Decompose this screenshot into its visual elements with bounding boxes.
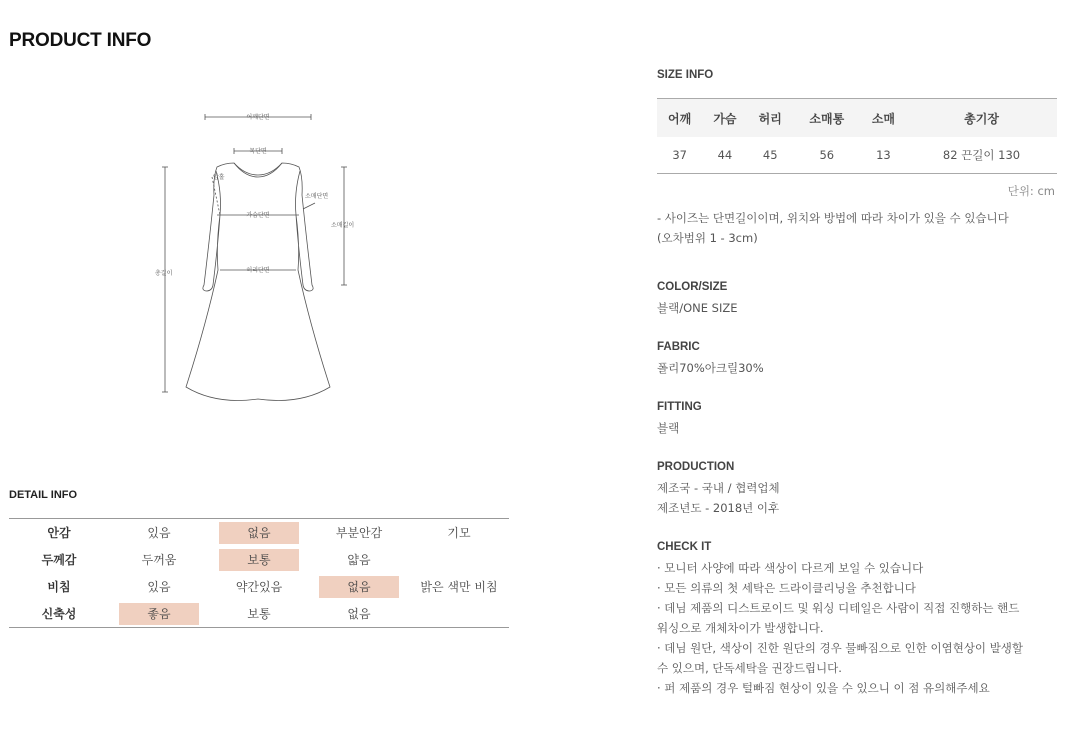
detail-row xyxy=(9,519,509,547)
size-unit: 단위: cm xyxy=(1007,184,1055,198)
sleeve-width-label: 소매단면 xyxy=(305,193,329,200)
detail-option: 밝은 색만 비침 xyxy=(420,579,498,594)
fabric-heading: FABRIC xyxy=(657,341,700,353)
detail-option-cell xyxy=(409,600,509,628)
detail-option xyxy=(419,547,499,569)
neck-label: 목단면 xyxy=(249,148,267,155)
sleeve-length-label: 소매길이 xyxy=(331,222,355,229)
detail-row xyxy=(9,546,509,573)
detail-row-label: 신축성 xyxy=(41,607,77,621)
fitting-heading: FITTING xyxy=(657,401,702,413)
detail-option-cell xyxy=(209,546,309,573)
check-line: · 퍼 제품의 경우 털빠짐 현상이 있을 수 있으니 이 점 유의해주세요 xyxy=(657,681,990,695)
size-header-cell: 허리 xyxy=(748,99,793,138)
size-value-cell: 13 xyxy=(876,148,891,162)
detail-option-cell xyxy=(109,573,209,600)
size-info-heading: SIZE INFO xyxy=(657,69,714,81)
color-size-value: 블랙/ONE SIZE xyxy=(657,301,738,315)
detail-row-label: 비침 xyxy=(47,580,71,594)
production-line2: 제조년도 - 2018년 이후 xyxy=(657,501,780,515)
detail-option-cell xyxy=(409,546,509,573)
detail-option-cell xyxy=(209,573,309,600)
detail-option: 두꺼움 xyxy=(141,552,177,567)
size-value-cell: 56 xyxy=(819,148,835,162)
detail-option: 있음 xyxy=(147,579,171,594)
detail-option: 부분안감 xyxy=(335,525,383,540)
production-line1: 제조국 - 국내 / 협력업체 xyxy=(657,481,780,495)
dress-measurement-diagram xyxy=(150,105,360,410)
page-title: PRODUCT INFO xyxy=(9,30,152,51)
size-value-cell: 45 xyxy=(762,148,778,162)
size-header-cell: 어깨 xyxy=(657,99,702,138)
check-line: · 모든 의류의 첫 세탁은 드라이클리닝을 추천합니다 xyxy=(657,581,916,595)
fitting-value: 블랙 xyxy=(657,421,680,435)
detail-option xyxy=(419,601,499,623)
size-value-cell: 37 xyxy=(672,148,687,162)
detail-option-cell xyxy=(309,546,409,573)
shoulder-label: 어깨단면 xyxy=(246,114,270,121)
waist-label: 허리단면 xyxy=(246,267,270,274)
check-line: · 데님 원단, 색상이 진한 원단의 경우 물빠짐으로 인한 이염현상이 발생할 xyxy=(657,641,1024,655)
total-length-label: 총길이 xyxy=(155,270,173,277)
detail-row xyxy=(9,573,509,600)
detail-info-table xyxy=(9,518,509,628)
detail-option-selected: 없음 xyxy=(319,576,399,598)
check-it-heading: CHECK IT xyxy=(657,541,712,553)
detail-option: 보통 xyxy=(247,606,271,621)
detail-option: 기모 xyxy=(447,525,471,540)
size-value-cell: 82 끈길이 130 xyxy=(942,148,1021,162)
detail-option-cell xyxy=(309,519,409,547)
detail-option-cell xyxy=(209,519,309,547)
detail-option: 없음 xyxy=(347,606,371,621)
detail-option-selected: 좋음 xyxy=(119,603,199,625)
size-header-cell: 소매 xyxy=(861,99,906,138)
detail-option-cell xyxy=(209,600,309,628)
size-header-cell: 총기장 xyxy=(906,99,1057,138)
detail-option: 있음 xyxy=(147,525,171,540)
color-size-heading: COLOR/SIZE xyxy=(657,281,728,293)
detail-option-cell xyxy=(109,600,209,628)
size-header-cell: 가슴 xyxy=(702,99,747,138)
detail-info-heading: DETAIL INFO xyxy=(9,489,78,501)
size-value-cell: 44 xyxy=(717,148,733,162)
detail-option-cell xyxy=(409,573,509,600)
size-table xyxy=(657,98,1057,174)
size-note-line2: (오차범위 1 - 3cm) xyxy=(657,231,758,245)
detail-row-label: 안감 xyxy=(47,526,71,540)
size-note-line1: - 사이즈는 단면길이이며, 위치와 방법에 따라 차이가 있을 수 있습니다 xyxy=(657,211,1009,225)
fabric-value: 폴리70%아크릴30% xyxy=(657,361,764,375)
detail-option: 얇음 xyxy=(347,552,371,567)
size-header-cell: 소매통 xyxy=(793,99,861,138)
check-line: 워싱으로 개체차이가 발생합니다. xyxy=(657,621,824,635)
armhole-label: 암홀 xyxy=(213,174,225,181)
detail-option-selected: 보통 xyxy=(219,549,299,571)
detail-row xyxy=(9,600,509,628)
chest-label: 가슴단면 xyxy=(246,212,270,219)
check-line: · 모니터 사양에 따라 색상이 다르게 보일 수 있습니다 xyxy=(657,561,924,575)
detail-option-cell xyxy=(109,546,209,573)
detail-option-selected: 없음 xyxy=(219,522,299,544)
detail-option: 약간있음 xyxy=(235,579,283,594)
production-heading: PRODUCTION xyxy=(657,461,735,473)
detail-option-cell xyxy=(409,519,509,547)
detail-option-cell xyxy=(309,573,409,600)
detail-option-cell xyxy=(109,519,209,547)
check-line: · 데님 제품의 디스트로이드 및 워싱 디테일은 사람이 직접 진행하는 핸드 xyxy=(657,601,1020,615)
detail-option-cell xyxy=(309,600,409,628)
check-line: 수 있으며, 단독세탁을 권장드립니다. xyxy=(657,661,842,675)
detail-row-label: 두께감 xyxy=(41,553,77,567)
